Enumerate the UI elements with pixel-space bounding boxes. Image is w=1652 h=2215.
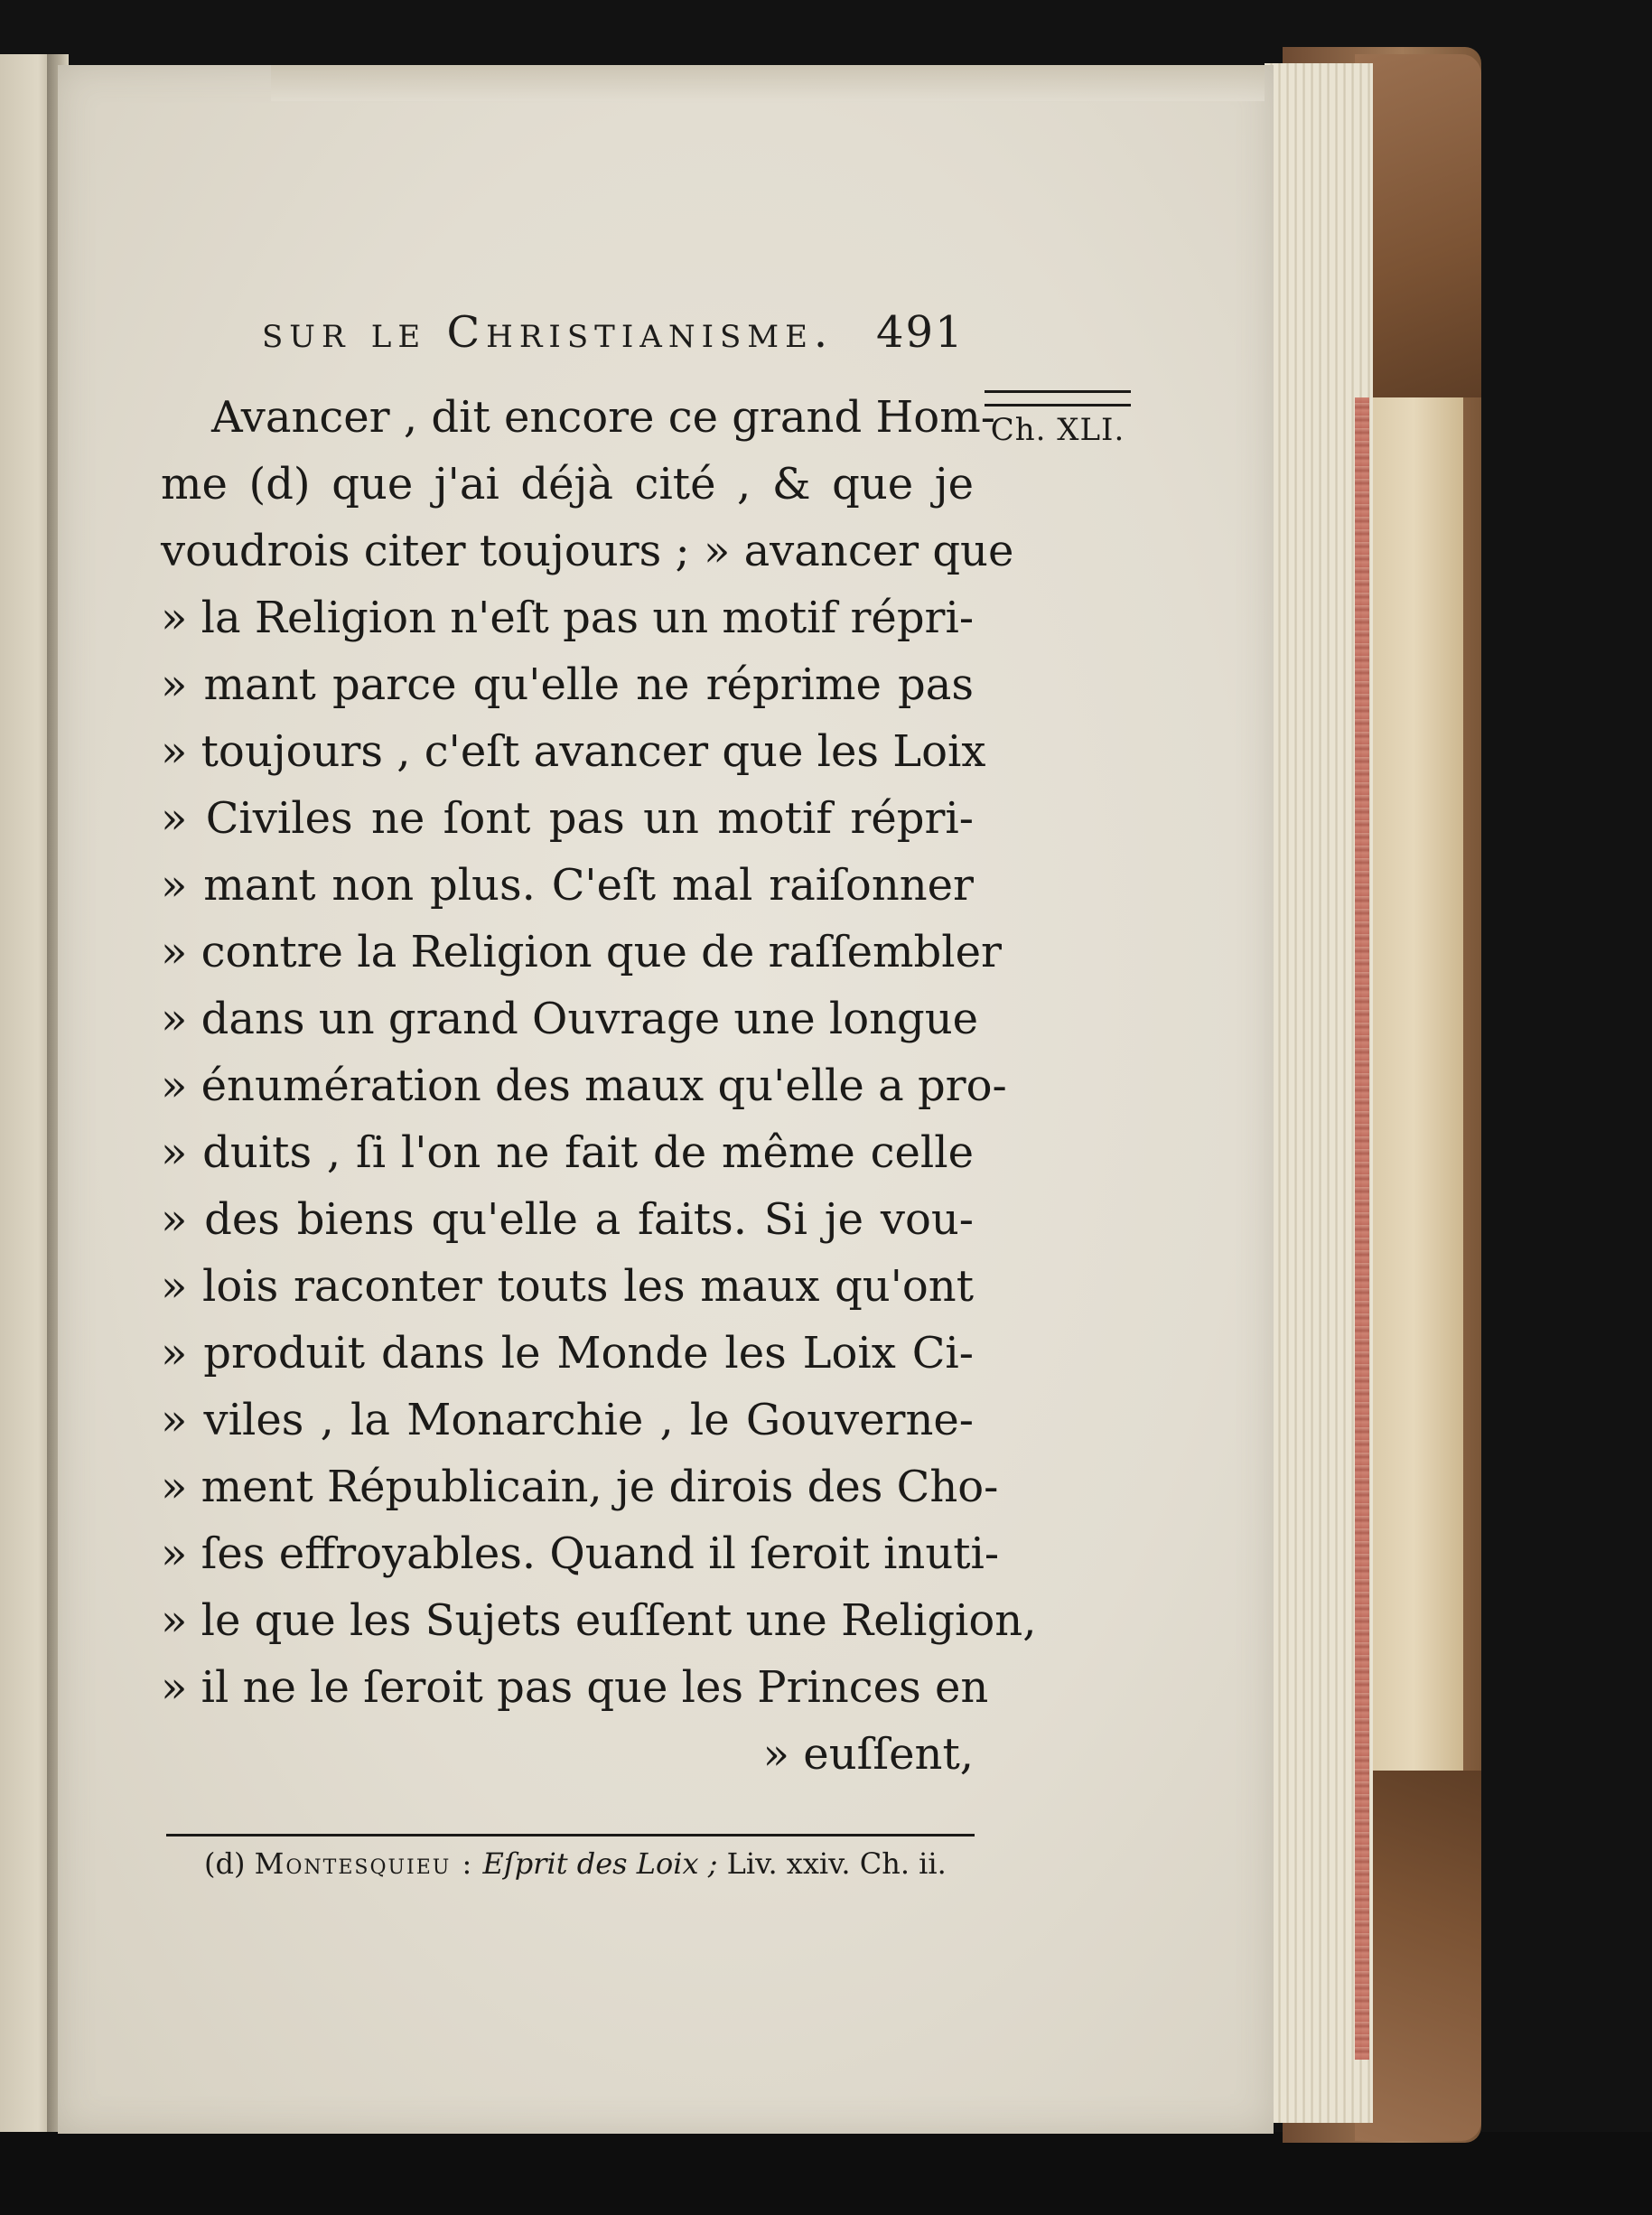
text-line: voudrois citer toujours ; » avancer que: [161, 526, 1014, 576]
footnote-reference: Liv. xxiv. Ch. ii.: [726, 1846, 947, 1881]
text-line: » viles , la Monarchie , le Gouverne-: [161, 1395, 974, 1445]
text-line: » le que les Sujets euſſent une Religion,: [161, 1595, 1037, 1646]
footnote-rule: [166, 1834, 975, 1836]
text-line: » ſes effroyables. Quand il ſeroit inuti-: [161, 1528, 1000, 1579]
chapter-label: Ch. XLI.: [990, 412, 1125, 448]
text-line: » dans un grand Ouvrage une longue: [161, 994, 979, 1044]
text-line: me (d) que j'ai déjà cité , & que je: [161, 459, 974, 509]
chapter-margin-note: [981, 390, 1134, 448]
text-line: » mant parce qu'elle ne réprime pas: [161, 659, 974, 710]
text-line: » il ne le ſeroit pas que les Princes en: [161, 1662, 989, 1713]
footnote-marker: (d): [204, 1846, 246, 1881]
text-line: » des biens qu'elle a faits. Si je vou-: [161, 1194, 974, 1245]
text-line: » mant non plus. C'eſt mal raiſonner: [161, 860, 974, 911]
backdrop: [0, 2132, 1652, 2215]
text-line: » contre la Religion que de raſſembler: [161, 927, 1002, 977]
cover-corner-top: [1355, 54, 1481, 397]
facing-page: [0, 54, 54, 2132]
footnote: [204, 1846, 981, 1881]
text-line: » toujours , c'eſt avancer que les Loix: [161, 726, 986, 777]
page-top-fold: [271, 65, 1265, 101]
running-head: [262, 307, 994, 358]
catchword-line: » euſſent,: [762, 1729, 974, 1780]
running-head-title: sur le Christianisme.: [262, 307, 835, 358]
cover-corner-bottom: [1355, 1771, 1481, 2141]
sprinkled-red-edge: [1355, 397, 1369, 2060]
text-line: » lois raconter touts les maux qu'ont: [161, 1261, 974, 1312]
text-line: » la Religion n'eſt pas un motif répri-: [161, 593, 975, 643]
margin-rules: [985, 390, 1131, 407]
text-line: » duits , ſi l'on ne fait de même celle: [161, 1127, 974, 1178]
footnote-author: Montesquieu :: [254, 1846, 474, 1881]
footnote-work: Eſprit des Loix ;: [482, 1846, 718, 1881]
text-line: » produit dans le Monde les Loix Ci-: [161, 1328, 974, 1379]
cover-paper: [1364, 397, 1463, 1771]
text-line: » ment Républicain, je dirois des Cho-: [161, 1462, 999, 1512]
text-line: Avancer , dit encore ce grand Hom-: [211, 392, 995, 443]
text-line: » Civiles ne ſont pas un motif répri-: [161, 793, 974, 844]
body-text: [161, 384, 1037, 1788]
page-number: 491: [876, 307, 965, 358]
text-line: » énumération des maux qu'elle a pro-: [161, 1061, 1007, 1111]
